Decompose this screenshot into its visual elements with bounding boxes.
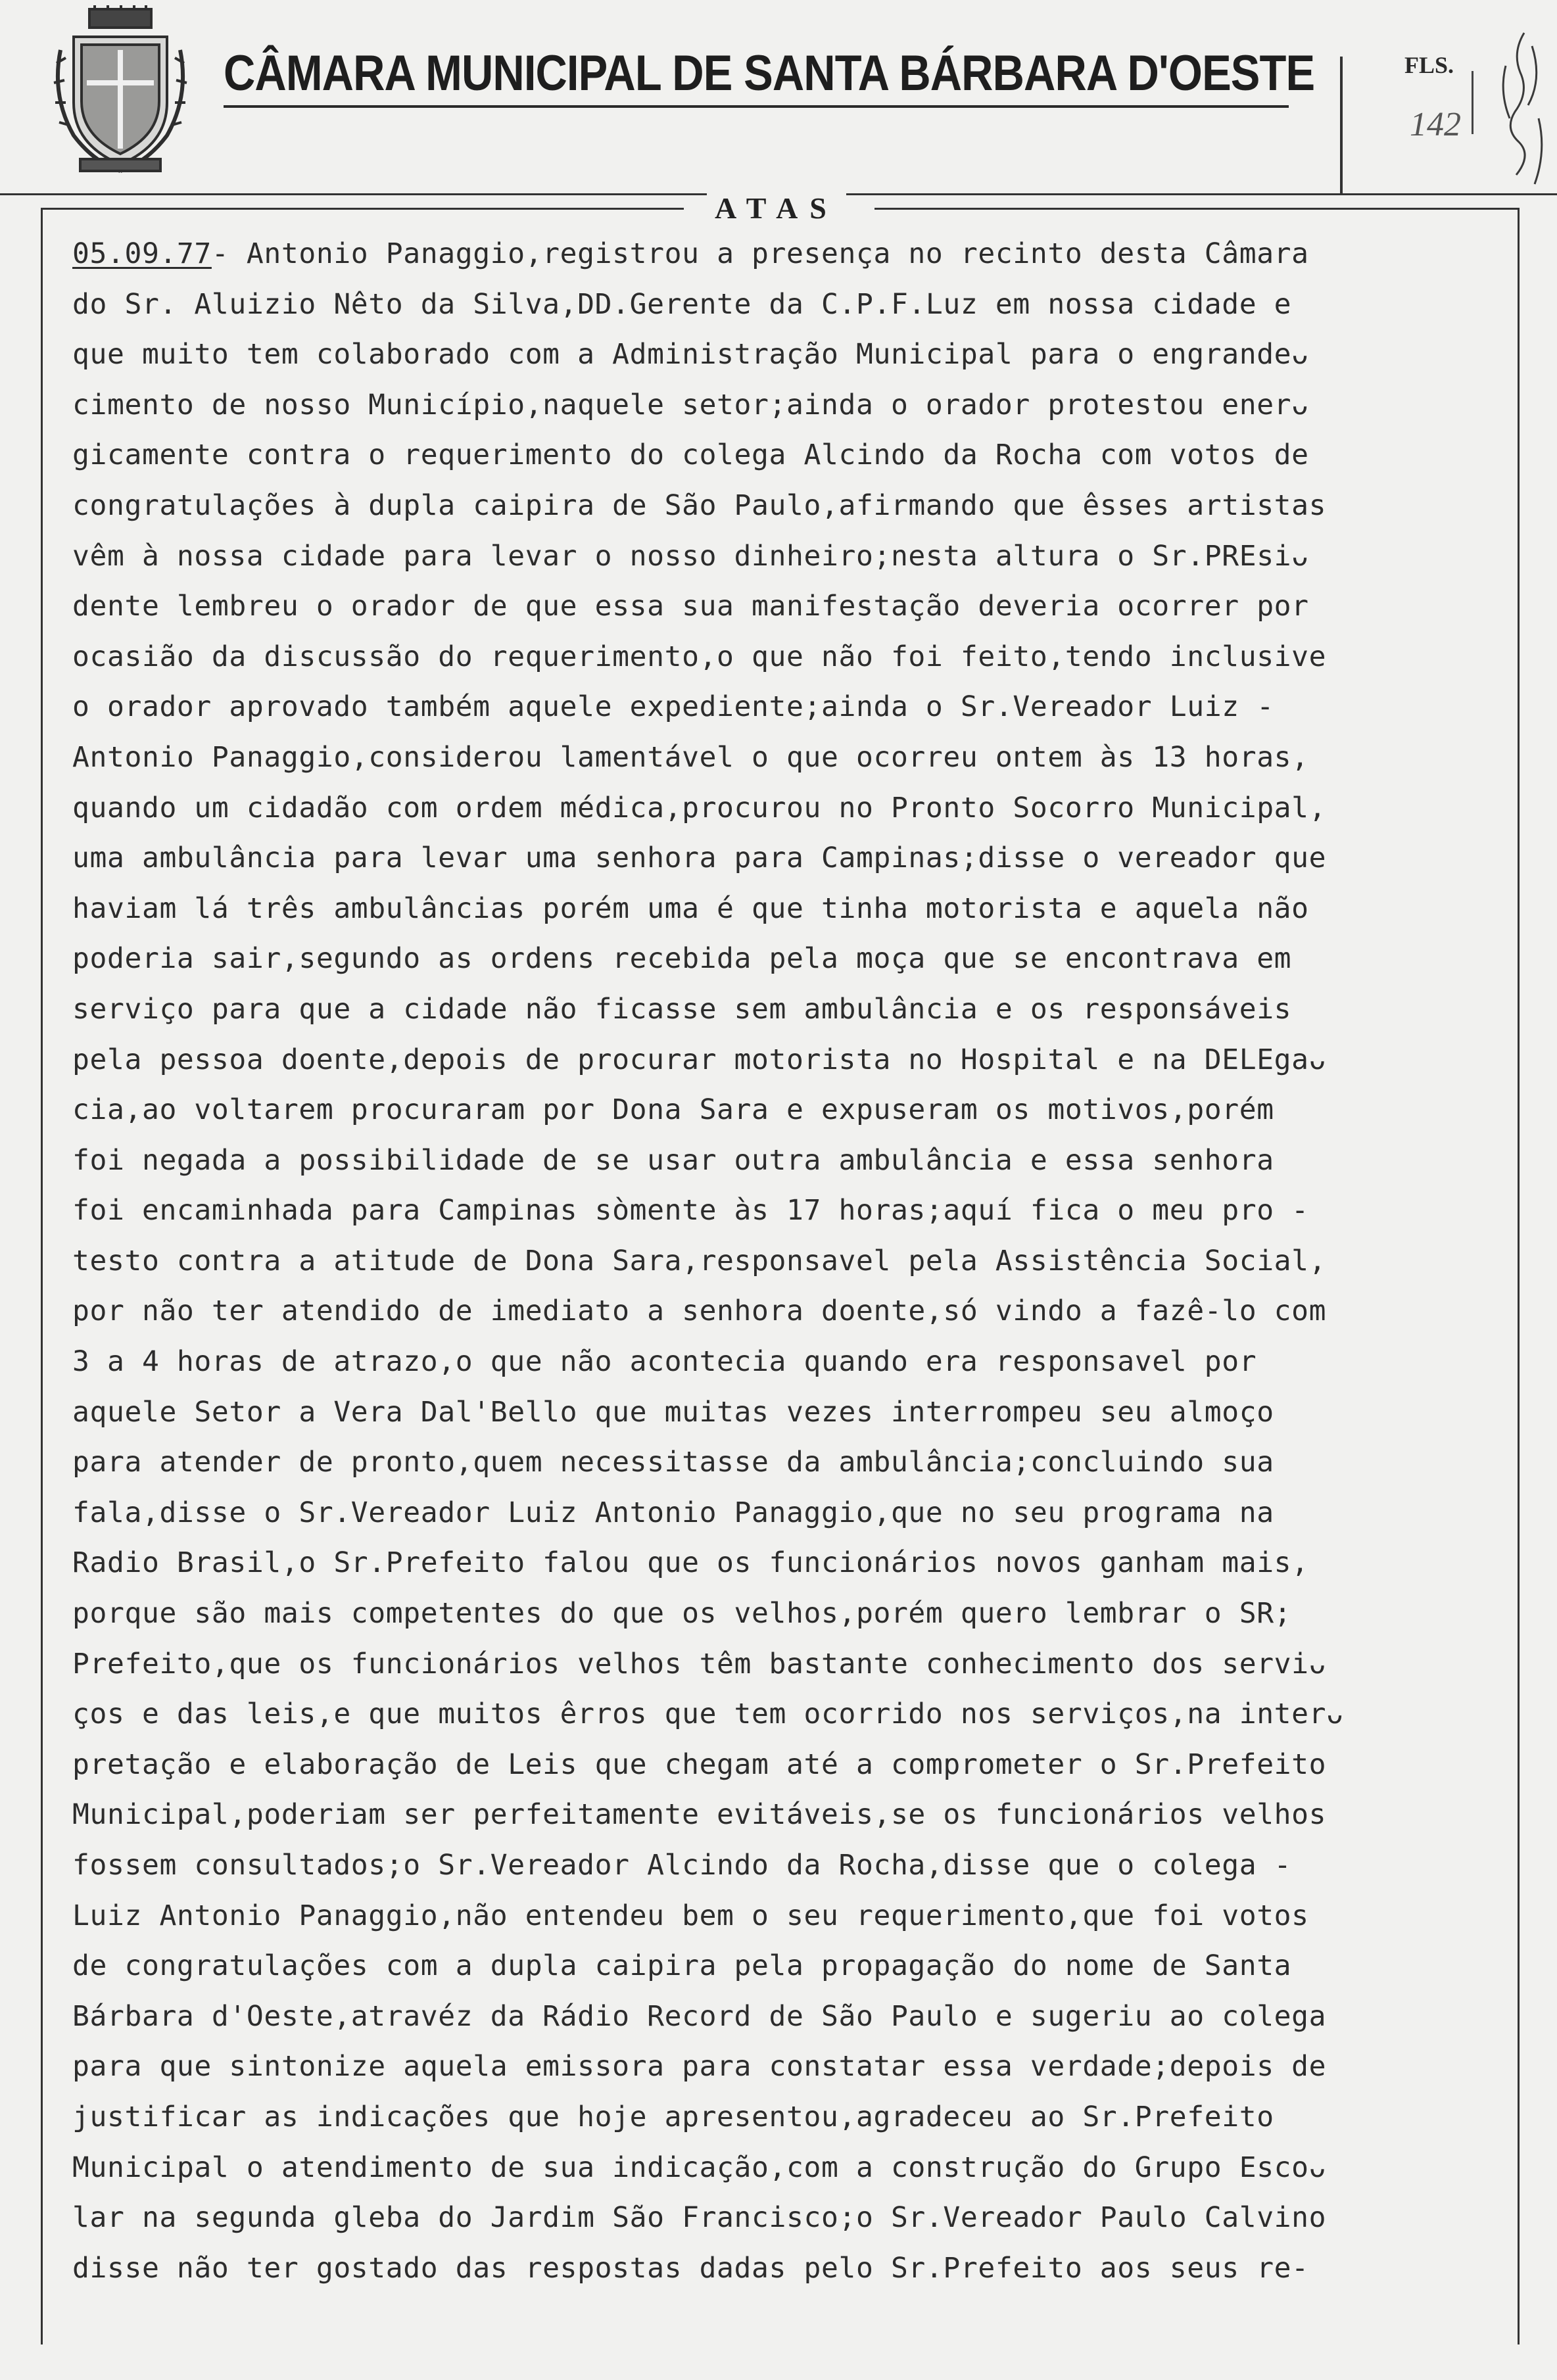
folio-number: 142 — [1410, 106, 1461, 143]
minutes-body — [72, 229, 1506, 2293]
minutes-line: congratulações à dupla caipira de São Paulo,afirmando que êsses artistas — [72, 488, 1327, 522]
section-title: ATAS — [707, 191, 846, 226]
minutes-line: Antonio Panaggio,considerou lamentável o que ocorreu ontem às 13 horas, — [72, 740, 1309, 774]
folio-divider — [1472, 71, 1473, 134]
chamber-title: CÂMARA MUNICIPAL DE SANTA BÁRBARA D'OESTE — [224, 45, 1315, 101]
minutes-line: fala,disse o Sr.Vereador Luiz Antonio Panaggio,que no seu programa na — [72, 1496, 1274, 1529]
minutes-line: foi encaminhada para Campinas sòmente às 17 horas;aquí fica o meu pro - — [72, 1194, 1309, 1227]
minutes-line: porque são mais competentes do que os velhos,porém quero lembrar o SR; — [72, 1597, 1292, 1630]
minutes-line: poderia sair,segundo as ordens recebida pela moça que se encontrava em — [72, 942, 1292, 976]
minutes-line: lar na segunda gleba do Jardim São Francisco;o Sr.Vereador Paulo Calvino — [72, 2201, 1327, 2235]
minutes-line: pela pessoa doente,depois de procurar motorista no Hospital e na DELEgaᴗ — [72, 1043, 1327, 1076]
minutes-line: o orador aprovado também aquele expediente;ainda o Sr.Vereador Luiz - — [72, 690, 1274, 724]
minutes-line: quando um cidadão com ordem médica,procurou no Pronto Socorro Municipal, — [72, 791, 1327, 824]
municipal-crest-icon — [47, 4, 193, 176]
handwritten-signature — [1486, 26, 1552, 191]
minutes-line: testo contra a atitude de Dona Sara,responsavel pela Assistência Social, — [72, 1244, 1327, 1277]
minutes-line: ços e das leis,e que muitos êrros que tem ocorrido nos serviços,na interᴗ — [72, 1698, 1344, 1731]
minutes-line: para atender de pronto,quem necessitasse da ambulância;concluindo sua — [72, 1446, 1274, 1479]
minutes-line: uma ambulância para levar uma senhora para Campinas;disse o vereador que — [72, 842, 1327, 875]
minutes-line: cia,ao voltarem procuraram por Dona Sara e expuseram os motivos,porém — [72, 1093, 1274, 1127]
minutes-line: de congratulações com a dupla caipira pela propagação do nome de Santa — [72, 1949, 1292, 1983]
minutes-line: que muito tem colaborado com a Administração Municipal para o engrandeᴗ — [72, 338, 1309, 371]
minutes-line: Bárbara d'Oeste,atravéz da Rádio Record de São Paulo e sugeriu ao colega — [72, 1999, 1327, 2033]
minutes-line: fossem consultados;o Sr.Vereador Alcindo da Rocha,disse que o colega - — [72, 1849, 1292, 1882]
folio-label: FLS. — [1404, 52, 1454, 78]
minutes-line: Prefeito,que os funcionários velhos têm bastante conhecimento dos serviᴗ — [72, 1647, 1327, 1680]
minutes-line: 05.09.77- Antonio Panaggio,registrou a presença no recinto desta Câmara — [72, 237, 1309, 270]
frame-left-border — [41, 208, 43, 2344]
minutes-line: 3 a 4 horas de atrazo,o que não acontecia quando era responsavel por — [72, 1345, 1257, 1379]
minutes-line: dente lembreu o orador de que essa sua manifestação deveria ocorrer por — [72, 590, 1309, 623]
header-divider — [1340, 57, 1343, 193]
minutes-line: Municipal,poderiam ser perfeitamente evitáveis,se os funcionários velhos — [72, 1798, 1327, 1832]
minutes-line: Radio Brasil,o Sr.Prefeito falou que os funcionários novos ganham mais, — [72, 1546, 1309, 1580]
minutes-line: aquele Setor a Vera Dal'Bello que muitas vezes interrompeu seu almoço — [72, 1395, 1274, 1429]
minutes-line: ocasião da discussão do requerimento,o que não foi feito,tendo inclusive — [72, 640, 1327, 673]
minutes-line: do Sr. Aluizio Nêto da Silva,DD.Gerente da C.P.F.Luz em nossa cidade e — [72, 287, 1292, 321]
minutes-line: para que sintonize aquela emissora para constatar essa verdade;depois de — [72, 2050, 1327, 2083]
minutes-line: cimento de nosso Município,naquele setor;ainda o orador protestou enerᴗ — [72, 388, 1309, 421]
minutes-line: haviam lá três ambulâncias porém uma é que tinha motorista e aquela não — [72, 892, 1309, 925]
minutes-line: Municipal o atendimento de sua indicação,com a construção do Grupo Escoᴗ — [72, 2151, 1327, 2184]
minutes-line: serviço para que a cidade não ficasse sem ambulância e os responsáveis — [72, 992, 1292, 1026]
minutes-line: Luiz Antonio Panaggio,não entendeu bem o seu requerimento,que foi votos — [72, 1899, 1309, 1932]
minutes-line: pretação e elaboração de Leis que chegam até a comprometer o Sr.Prefeito — [72, 1748, 1327, 1781]
minutes-line: vêm à nossa cidade para levar o nosso dinheiro;nesta altura o Sr.PREsiᴗ — [72, 539, 1309, 573]
minutes-date: 05.09.77 — [72, 237, 212, 270]
minutes-line: justificar as indicações que hoje apresentou,agradeceu ao Sr.Prefeito — [72, 2100, 1274, 2133]
minutes-line: foi negada a possibilidade de se usar outra ambulância e essa senhora — [72, 1143, 1274, 1177]
minutes-line: por não ter atendido de imediato a senhora doente,só vindo a fazê-lo com — [72, 1295, 1327, 1328]
minutes-line: disse não ter gostado das respostas dadas pelo Sr.Prefeito aos seus re- — [72, 2251, 1309, 2285]
frame-right-border — [1518, 208, 1520, 2344]
minutes-line: gicamente contra o requerimento do colega Alcindo da Rocha com votos de — [72, 439, 1309, 472]
title-underline — [224, 105, 1289, 108]
